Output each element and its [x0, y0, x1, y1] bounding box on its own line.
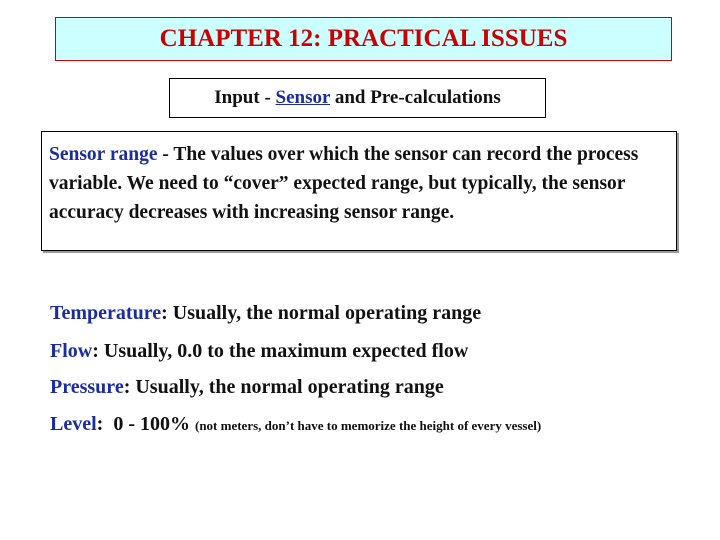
list-item-level	[50, 413, 541, 436]
item-label: Level	[50, 413, 97, 435]
list-item-pressure	[50, 376, 444, 399]
subtitle	[214, 87, 500, 109]
subtitle-prefix: Input -	[214, 87, 276, 108]
list-item-flow	[50, 340, 468, 363]
item-text: : 0 - 100%	[96, 413, 195, 435]
item-label: Temperature	[50, 302, 162, 324]
item-label: Flow	[50, 340, 93, 362]
title-banner	[55, 17, 672, 61]
subtitle-suffix: and Pre-calculations	[330, 87, 501, 108]
definition-term: Sensor range	[49, 144, 158, 165]
definition-box	[41, 131, 677, 251]
item-text: : Usually, 0.0 to the maximum expected flow	[92, 340, 469, 362]
definition-text: - The values over which the sensor can record the process variable. We need to “cover” expected range, but typically, the sensor accuracy decreases with increasing sensor range.	[49, 144, 639, 223]
list-item-temperature	[50, 302, 481, 325]
item-text: : Usually, the normal operating range	[161, 302, 482, 324]
subtitle-box	[169, 78, 546, 118]
item-text: : Usually, the normal operating range	[123, 376, 444, 398]
item-label: Pressure	[50, 376, 124, 398]
item-note: (not meters, don’t have to memorize the height of every vessel)	[194, 418, 542, 433]
page-title: CHAPTER 12: PRACTICAL ISSUES	[159, 25, 568, 52]
sensor-link[interactable]: Sensor	[275, 87, 331, 108]
